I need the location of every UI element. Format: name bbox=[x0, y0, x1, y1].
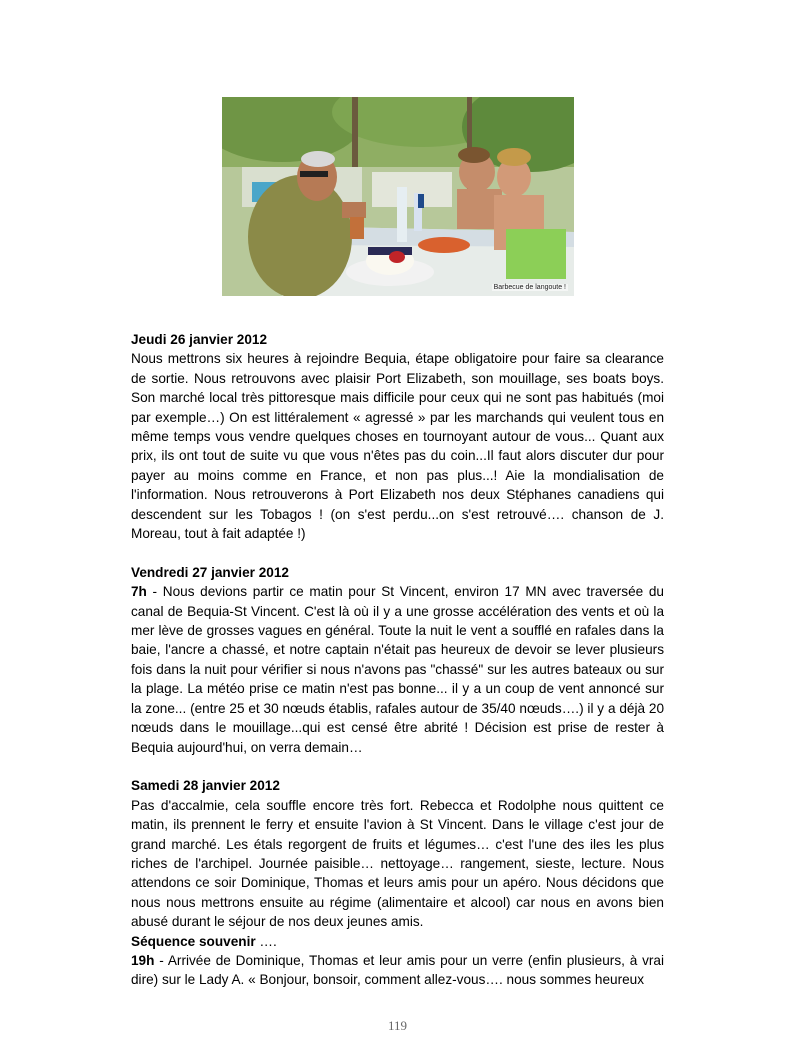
entry-body-19h-text: - Arrivée de Dominique, Thomas et leur amis pour un verre (enfin plusieurs, à vrai dire) sur le Lady A. « Bonjour, bonsoir, comment allez-vous…. nous sommes heureux bbox=[131, 952, 664, 988]
paragraph-gap bbox=[131, 757, 664, 776]
entry-body-vendredi-text: - Nous devions partir ce matin pour St Vincent, environ 17 MN avec traversée du canal de Bequia-St Vincent. C'est là où il y a une grosse accélération des vents et où la mer lève de grosses vagues en général. Toute la nuit le vent a soufflé en rafales dans la baie, l'ancre a chassé, et notre captain n'était pas heureux de devoir se lever plusieurs fois dans la nuit pour vérifier si nous n'avons pas "chassé" sur les autres bateaux ou sur la plage. La météo prise ce matin n'est pas bonne... il y a un coup de vent annoncé sur la zone... (entre 25 et 30 nœuds établis, rafales autour de 35/40 nœuds….) il y a déjà 20 nœuds dans le mouillage...qui est censé être abrité ! Décision est prise de rester à Bequia aujourd'hui, on verra demain… bbox=[131, 584, 664, 755]
entry-body-samedi: Pas d'accalmie, cela souffle encore très fort. Rebecca et Rodolphe nous quittent ce matin, ils prennent le ferry et ensuite l'avion à St Vincent. Dans le village c'est jour de grand marché. Les étals regorgent de fruits et légumes… c'est l'une des iles les plus riches de l'archipel. Journée paisible… nettoyage… rangement, sieste, lecture. Nous attendons ce soir Dominique, Thomas et leurs amis pour un apéro. Nous décidons que nous nous mettrons ensuite au régime (alimentaire et alcool) car nous en avons bien abusé durant le séjour de nos deux jeunes amis. bbox=[131, 797, 664, 930]
time-label-7h: 7h bbox=[131, 584, 147, 600]
entry-heading-vendredi: Vendredi 27 janvier 2012 bbox=[131, 564, 289, 580]
sequence-souvenir-ellipsis: …. bbox=[255, 933, 277, 949]
sequence-souvenir-heading bbox=[131, 932, 664, 951]
time-label-19h: 19h bbox=[131, 952, 155, 968]
entry-heading-jeudi: Jeudi 26 janvier 2012 bbox=[131, 332, 268, 347]
barbecue-photo-image bbox=[222, 97, 574, 296]
entry-body-vendredi bbox=[131, 582, 664, 757]
photo-barbecue bbox=[222, 97, 574, 296]
entry-heading-samedi: Samedi 28 janvier 2012 bbox=[131, 778, 280, 794]
page-number: 119 bbox=[387, 1018, 408, 1033]
paragraph-gap bbox=[131, 543, 664, 562]
entry-body-jeudi: Nous mettrons six heures à rejoindre Bequia, étape obligatoire pour faire sa clearance de sortie. Nous retrouvons avec plaisir Port Elizabeth, son mouillage, ses boats boys. Son marché local très pittoresque mais difficile pour ceux qui ne sont pas habitués (moi par exemple…) On est littéralement « agressé » par les marchands qui veulent tous en même temps vous vendre quelques choses en tournoyant autour de vous... Quant aux prix, ils ont tout de suite vu que vous n'êtes pas du coin...Il faut alors discuter dur pour payer au moins comme en France, et non pas plus...! Aie la mondialisation de l'information. Nous retrouverons à Port Elizabeth nos deux Stéphanes canadiens qui descendent sur les Tobagos ! (on s'est perdu...on s'est retrouvé…. chanson de J. Moreau, tout à fait adaptée !) bbox=[131, 351, 664, 542]
sequence-souvenir-title: Séquence souvenir bbox=[131, 933, 256, 949]
journal-text bbox=[131, 330, 664, 990]
entry-body-19h bbox=[131, 951, 664, 990]
photo-caption: Barbecue de langoute ! bbox=[493, 284, 566, 291]
